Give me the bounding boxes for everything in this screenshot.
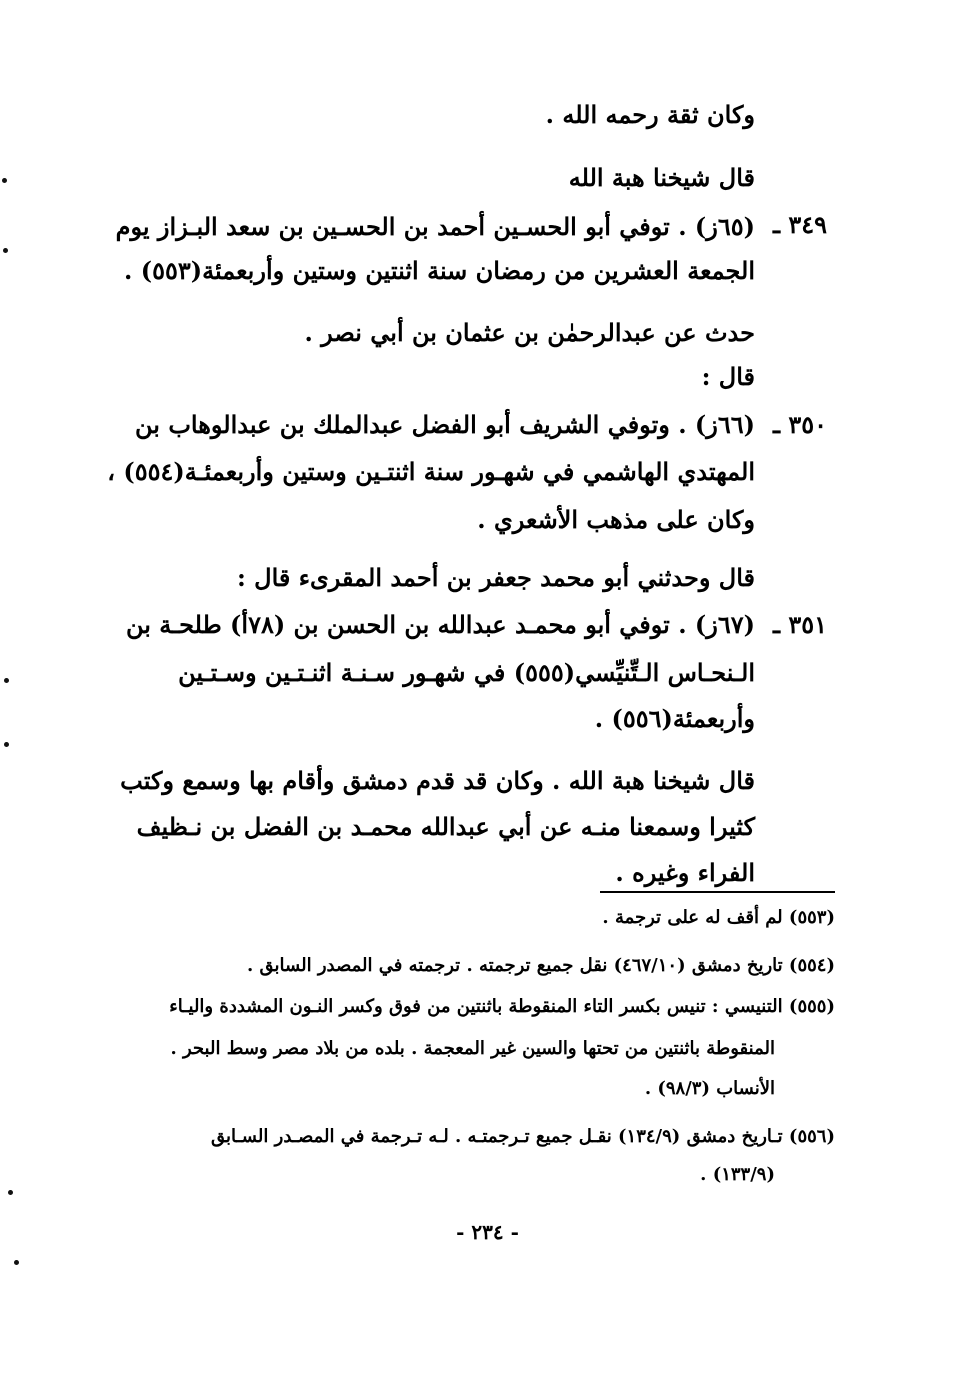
text-line: (٦٥ز) . توفي أبو الحسـين أحمد بن الحسـين بن سعد البـزاز يوم [115, 212, 755, 241]
text-line: قال : [701, 362, 755, 391]
text-line: وكان ثقة رحمه الله . [545, 100, 755, 129]
footnote: (٥٥٥) التنيسي : تنيس بكسر التاء المنقوطة باثنتين من فوق وكسر النـون المشددة واليـاء [169, 996, 835, 1017]
footnote-continuation: الأنساب (٩٨/٣) . [644, 1078, 775, 1099]
footnote: (٥٥٣) لم أقف له على ترجمة . [602, 907, 835, 928]
entry-number: ٣٥٠ ـ [772, 410, 827, 439]
page-number: - ٢٣٤ - [456, 1220, 519, 1244]
text-line: (٦٧ز) . توفي أبو محمـد عبدالله بن الحسن بن (٧٨أ) طلحـة بن [125, 610, 755, 639]
text-line: المهتدي الهاشمي في شهـور سنة اثنتـين وستين وأربعمئـة(٥٥٤) ، [107, 457, 755, 486]
text-line: الفراء وغيره . [615, 858, 755, 887]
text-line: الجمعة العشرين من رمضان سنة اثنتين وستين وأربعمئة(٥٥٣) . [124, 256, 755, 285]
text-line: كثيرا وسمعنا منـه عن أبي عبدالله محمـد بن الفضل بن نـظيف [136, 812, 755, 841]
scan-speck [8, 1190, 13, 1195]
footnote-continuation: (١٣٣/٩) . [700, 1164, 775, 1185]
scan-speck [2, 178, 7, 183]
scan-speck [3, 248, 8, 253]
scan-speck [4, 678, 9, 683]
entry-number: ٣٤٩ ـ [772, 210, 827, 239]
footnote: (٥٥٦) تـاريخ دمشق (١٣٤/٩) نقـل جميع تـرجمتـه . لـه تـرجمة في المصـدر السـابق [211, 1126, 835, 1147]
footnote: (٥٥٤) تاريخ دمشق (٤٦٧/١٠) نقل جميع ترجمته . ترجمته في المصدر السابق . [247, 955, 835, 976]
text-line: وكان على مذهب الأشعري . [477, 505, 755, 534]
entry-number: ٣٥١ ـ [772, 610, 827, 639]
text-line: قال شيخنا هبة الله . وكان قد قدم دمشق وأقام بها وسمع وكتب [120, 766, 755, 795]
footnote-continuation: المنقوطة باثنتين من تحتها والسين غير المعجمة . بلده من بلاد مصر وسط البحر . [170, 1038, 775, 1059]
scan-speck [14, 1260, 19, 1265]
footnote-separator [600, 891, 835, 893]
text-line: حدث عن عبدالرحمٰن بن عثمان بن أبي نصر . [304, 318, 755, 347]
text-line: قال شيخنا هبة الله [568, 163, 755, 192]
text-line: وأربعمئة(٥٥٦) . [594, 704, 755, 733]
text-line: الـنحـاس الـتِّنيِّسي(٥٥٥) في شهـور سـنـة اثنـتـين وسـتـين [178, 658, 755, 687]
text-line: (٦٦ز) . وتوفي الشريف أبو الفضل عبدالملك بن عبدالوهاب بن [135, 410, 755, 439]
scan-speck [4, 742, 9, 747]
text-line: قال وحدثني أبو محمد جعفر بن أحمد المقرىء قال : [236, 563, 755, 592]
